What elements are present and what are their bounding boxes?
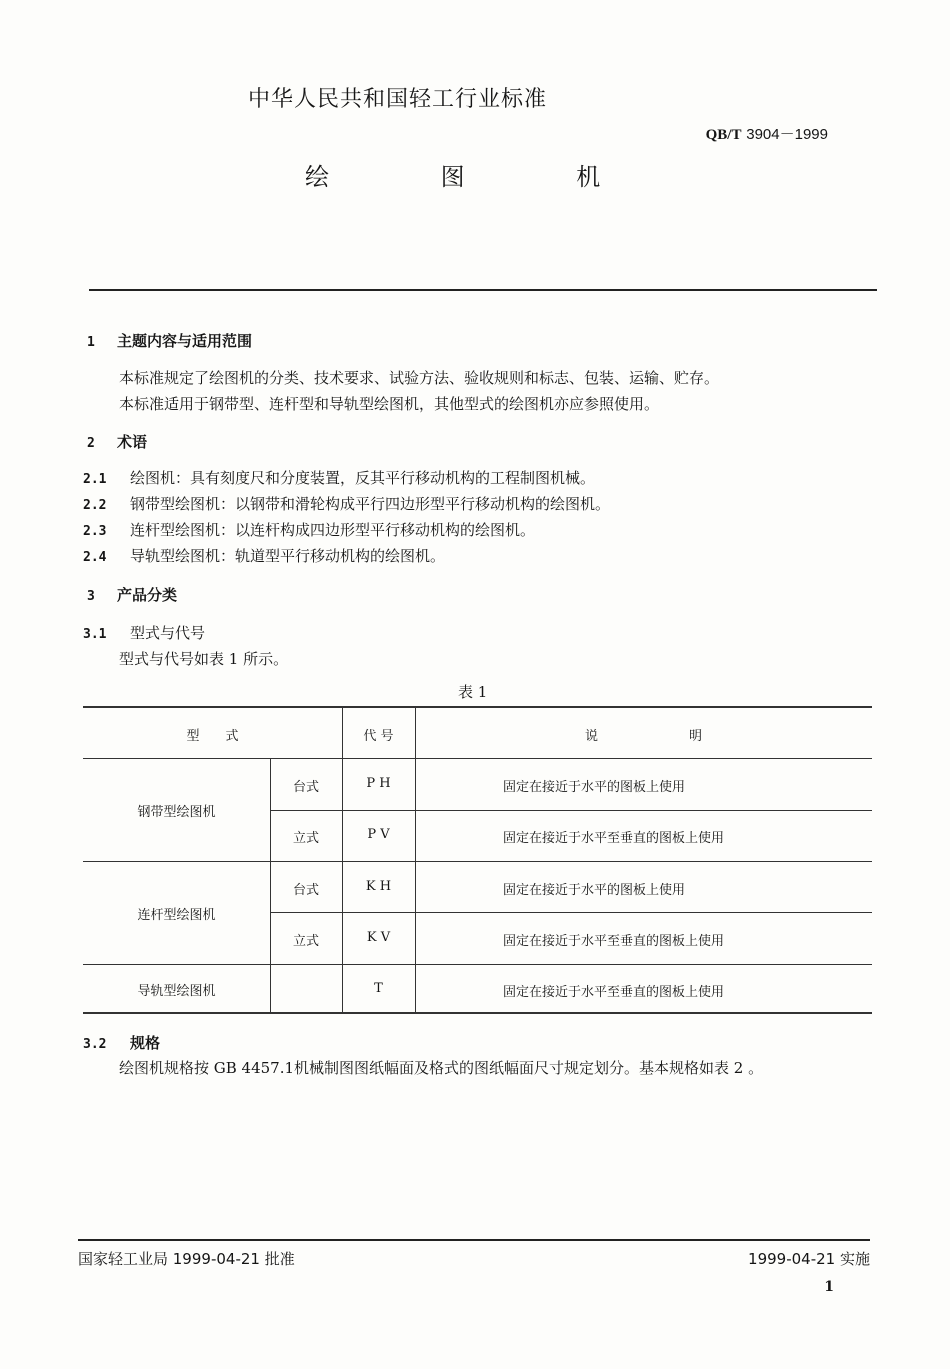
table-cell-code: K H [365, 879, 392, 894]
clause-number: 2.2 [83, 498, 107, 513]
standard-code-prefix: QB/T [705, 127, 742, 143]
standard-code [706, 123, 828, 144]
table-cell-code: P H [366, 776, 391, 791]
clause-number: 2.1 [83, 472, 107, 487]
clause-3-1-heading [83, 622, 205, 643]
table-group-label: 导轨型绘图机 [137, 984, 216, 999]
clause-text: 导轨型绘图机：轨道型平行移动机构的绘图机。 [130, 547, 446, 565]
table-1-caption: 表 1 [458, 683, 488, 701]
document-title: 绘 图 机 [305, 163, 653, 191]
clause-2-4 [83, 545, 445, 566]
implementation-date: 1999-04-21 实施 [748, 1250, 870, 1268]
section-1-paragraph-1: 本标准规定了绘图机的分类、技术要求、试验方法、验收规则和标志、包装、运输、贮存。 [119, 369, 720, 387]
table-group-label: 连杆型绘图机 [137, 908, 216, 923]
clause-3-1-text: 型式与代号如表 1 所示。 [119, 650, 289, 668]
clause-number: 2.3 [83, 524, 107, 539]
approval-note: 国家轻工业局 1999-04-21 批准 [78, 1250, 295, 1268]
table-cell-code: P V [367, 827, 390, 842]
table-col-rule [415, 706, 416, 1014]
table-cell-desc: 固定在接近于水平至垂直的图板上使用 [503, 934, 725, 949]
table-cell-desc: 固定在接近于水平的图板上使用 [503, 883, 686, 898]
table-group-label: 钢带型绘图机 [137, 805, 216, 820]
clause-number: 3.2 [83, 1037, 107, 1052]
section-number: 1 [87, 335, 95, 350]
table-cell-code: K V [366, 930, 391, 945]
table-col-rule [342, 706, 343, 1014]
clause-text: 钢带型绘图机：以钢带和滑轮构成平行四边形型平行移动机构的绘图机。 [130, 495, 611, 513]
table-header-desc: 说 明 [584, 729, 702, 744]
clause-title: 规格 [130, 1034, 161, 1052]
section-number: 3 [87, 589, 95, 604]
section-title: 主题内容与适用范围 [117, 332, 253, 350]
table-header-type: 型 式 [186, 729, 239, 744]
section-3-heading [87, 584, 177, 605]
table-cell-code: T [374, 981, 383, 996]
section-number: 2 [87, 436, 95, 451]
issuing-organization: 中华人民共和国轻工行业标准 [248, 87, 548, 112]
clause-number: 2.4 [83, 550, 107, 565]
table-row-rule [83, 861, 872, 862]
table-cell-subtype: 立式 [292, 934, 319, 949]
table-cell-desc: 固定在接近于水平的图板上使用 [503, 780, 686, 795]
table-cell-subtype: 台式 [292, 883, 319, 898]
clause-3-2-text: 绘图机规格按 GB 4457.1机械制图图纸幅面及格式的图纸幅面尺寸规定划分。基本规格如表 2 。 [119, 1059, 764, 1077]
footer-divider [78, 1239, 870, 1241]
section-1-paragraph-2: 本标准适用于钢带型、连杆型和导轨型绘图机，其他型式的绘图机亦应参照使用。 [119, 395, 660, 413]
header-divider [89, 289, 877, 291]
table-cell-subtype: 台式 [292, 780, 319, 795]
table-header-rule [83, 758, 872, 759]
clause-number: 3.1 [83, 627, 107, 642]
clause-2-1 [83, 467, 595, 488]
clause-2-2 [83, 493, 610, 514]
table-header-code: 代 号 [363, 729, 394, 744]
table-cell-subtype: 立式 [292, 831, 319, 846]
table-cell-desc: 固定在接近于水平至垂直的图板上使用 [503, 831, 725, 846]
table-row-rule [270, 810, 872, 811]
table-row-rule [270, 912, 872, 913]
standard-code-number: 3904－1999 [746, 126, 828, 143]
table-top-rule [83, 706, 872, 708]
clause-3-2-heading [83, 1032, 160, 1053]
section-2-heading [87, 431, 147, 452]
page-number: 1 [824, 1279, 834, 1295]
clause-title: 型式与代号 [130, 624, 206, 642]
section-title: 产品分类 [117, 586, 178, 604]
clause-text: 连杆型绘图机：以连杆构成四边形型平行移动机构的绘图机。 [130, 521, 536, 539]
table-bottom-rule [83, 1012, 872, 1014]
clause-2-3 [83, 519, 535, 540]
clause-text: 绘图机：具有刻度尺和分度装置，反其平行移动机构的工程制图机械。 [130, 469, 596, 487]
section-1-heading [87, 330, 252, 351]
table-1 [83, 706, 872, 1014]
table-row-rule [83, 964, 872, 965]
table-cell-desc: 固定在接近于水平至垂直的图板上使用 [503, 985, 725, 1000]
section-title: 术语 [117, 433, 148, 451]
